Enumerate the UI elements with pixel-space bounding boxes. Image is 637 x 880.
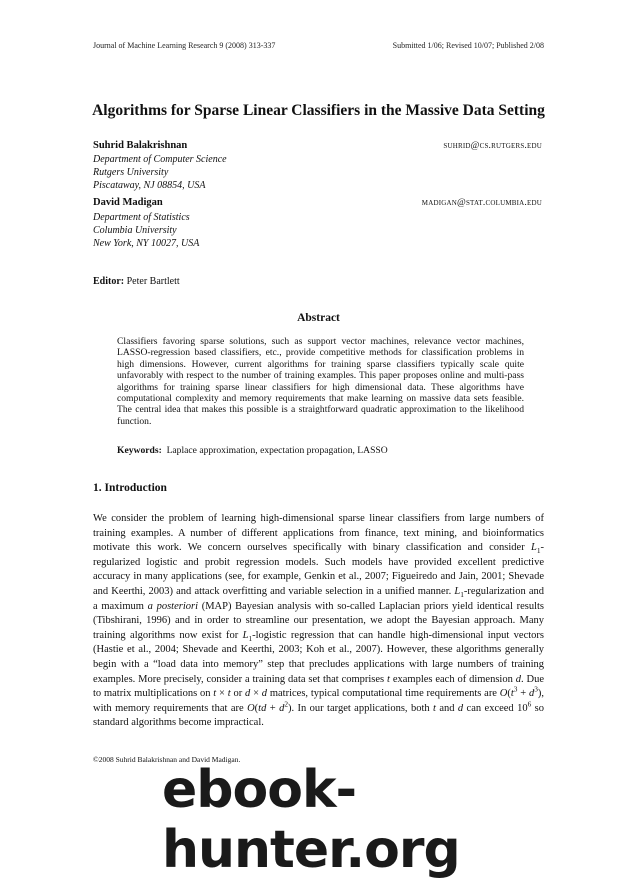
editor-line [93, 276, 180, 287]
author-name-1: Suhrid Balakrishnan [93, 140, 188, 151]
section-heading-introduction: 1. Introduction [93, 482, 167, 494]
editor-name: Peter Bartlett [126, 276, 180, 287]
affiliation-line: Rutgers University [93, 167, 169, 178]
abstract-text: Classifiers favoring sparse solutions, such as support vector machines, relevance vector machines, LASSO-regression based classifiers, etc., provide competitive methods for classification problems in high dimensions. However, current algorithms for training sparse classifiers typically scale quite unfavorably with respect to the number of training examples. This paper proposes online and multi-pass algorithms for training sparse linear classifiers for high dimensional data. These algorithms have computational complexity and memory requirements that make learning on massive data sets feasible. The central idea that makes this possible is a straightforward quadratic approximation to the likelihood function. [117, 336, 524, 427]
keywords-line [117, 445, 524, 456]
affiliation-line: Piscataway, NJ 08854, USA [93, 180, 206, 191]
author-affiliation-2 [93, 211, 199, 250]
affiliation-line: Department of Computer Science [93, 154, 227, 165]
keywords-label: Keywords: [117, 445, 162, 456]
journal-header: Journal of Machine Learning Research 9 (2008) 313-337 [93, 41, 276, 50]
author-affiliation-1 [93, 153, 227, 192]
author-name-2: David Madigan [93, 197, 163, 208]
affiliation-line: Department of Statistics [93, 212, 190, 223]
author-email-2: madigan@stat.columbia.edu [421, 198, 542, 208]
watermark-text: ebook-hunter.org [162, 760, 460, 880]
submission-dates: Submitted 1/06; Revised 10/07; Published 2/08 [392, 41, 544, 50]
author-email-1: suhrid@cs.rutgers.edu [443, 141, 542, 151]
editor-label: Editor: [93, 276, 125, 287]
abstract-heading: Abstract [297, 312, 340, 324]
keywords-text: Laplace approximation, expectation propagation, LASSO [166, 445, 388, 456]
affiliation-line: Columbia University [93, 225, 177, 236]
introduction-paragraph: We consider the problem of learning high-dimensional sparse linear classifiers from large numbers of training examples. A number of different applications from finance, text mining, and bioinformatics motivate this work. We concern ourselves specifically with binary classification and consider $L_1$-regularized logistic and probit regression models. Such models have provided excellent predictive accuracy in many applications (see, for example, Genkin et al., 2007; Figueiredo and Jain, 2001; Shevade and Keerthi, 2003) and attack overfitting and variable selection in a unified manner. $L_1$-regularization and a maximum a posteriori (MAP) Bayesian analysis with so-called Laplacian priors yield identical results (Tibshirani, 1996) and in order to streamline our presentation, we adopt the Bayesian approach. Many training algorithms now exist for $L_1$-logistic regression that can handle high-dimensional input vectors (Hastie et al., 2004; Shevade and Keerthi, 2003; Koh et al., 2007). However, these algorithms generally begin with a “load data into memory” step that precludes applications with large numbers of training examples. More precisely, consider a training data set that comprises t examples each of dimension d. Due to matrix multiplications on t × t or d × d matrices, typical computational time requirements are $O(t^3 + d^3)$, with memory requirements that are $O(td + d^2)$. In our target applications, both t and d can exceed $10^6$ so standard algorithms become impractical. [93, 513, 545, 729]
copyright-notice: ©2008 Suhrid Balakrishnan and David Madigan. [93, 755, 241, 764]
affiliation-line: New York, NY 10027, USA [93, 238, 200, 249]
paper-title: Algorithms for Sparse Linear Classifiers in the Massive Data Setting [92, 102, 545, 119]
